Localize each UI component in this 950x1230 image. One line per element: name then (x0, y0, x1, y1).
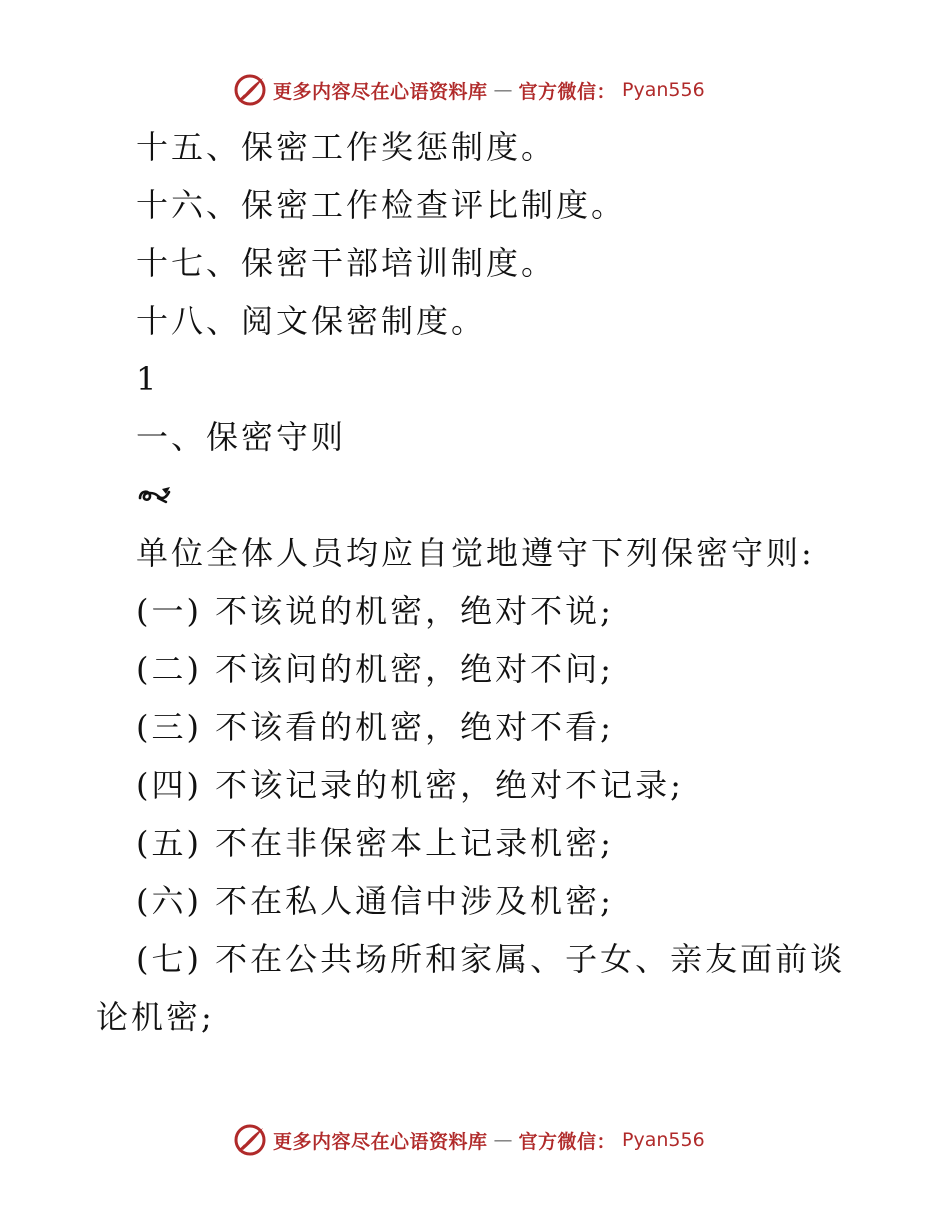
rule-7: (七) 不在公共场所和家属、子女、亲友面前谈论机密; (96, 940, 846, 1036)
footer-watermark (233, 1122, 705, 1158)
rule-6: (六) 不在私人通信中涉及机密; (136, 882, 614, 920)
watermark-text: 更多内容尽在心语资料库 (273, 1130, 488, 1153)
rule-4: (四) 不该记录的机密，绝对不记录; (136, 766, 684, 804)
watermark-label: 官方微信： (518, 80, 617, 103)
section-heading: 一、保密守则 (136, 418, 347, 456)
watermark-dash: — (493, 79, 513, 101)
page-number: 1 (136, 360, 160, 398)
toc-line-17: 十七、保密干部培训制度。 (136, 244, 557, 282)
quill-logo-icon (233, 73, 267, 107)
rule-5: (五) 不在非保密本上记录机密; (136, 824, 614, 862)
rule-3: (三) 不该看的机密，绝对不看; (136, 708, 614, 746)
toc-line-16: 十六、保密工作检查评比制度。 (136, 186, 627, 224)
rules-intro: 单位全体人员均应自觉地遵守下列保密守则: (136, 534, 815, 572)
flourish-ornament-icon (136, 484, 174, 506)
document-body (96, 118, 856, 1046)
watermark-dash: — (493, 1129, 513, 1151)
toc-line-18: 十八、阅文保密制度。 (136, 302, 487, 340)
ornament-row (96, 466, 856, 524)
rule-2: (二) 不该问的机密，绝对不问; (136, 650, 614, 688)
quill-logo-icon (233, 1123, 267, 1157)
watermark-id: Pyan556 (622, 1129, 705, 1151)
watermark-text: 更多内容尽在心语资料库 (273, 80, 488, 103)
toc-line-15: 十五、保密工作奖惩制度。 (136, 128, 557, 166)
watermark-label: 官方微信： (518, 1130, 617, 1153)
watermark-id: Pyan556 (622, 79, 705, 101)
header-watermark (233, 72, 705, 108)
rule-1: (一) 不该说的机密，绝对不说; (136, 592, 614, 630)
